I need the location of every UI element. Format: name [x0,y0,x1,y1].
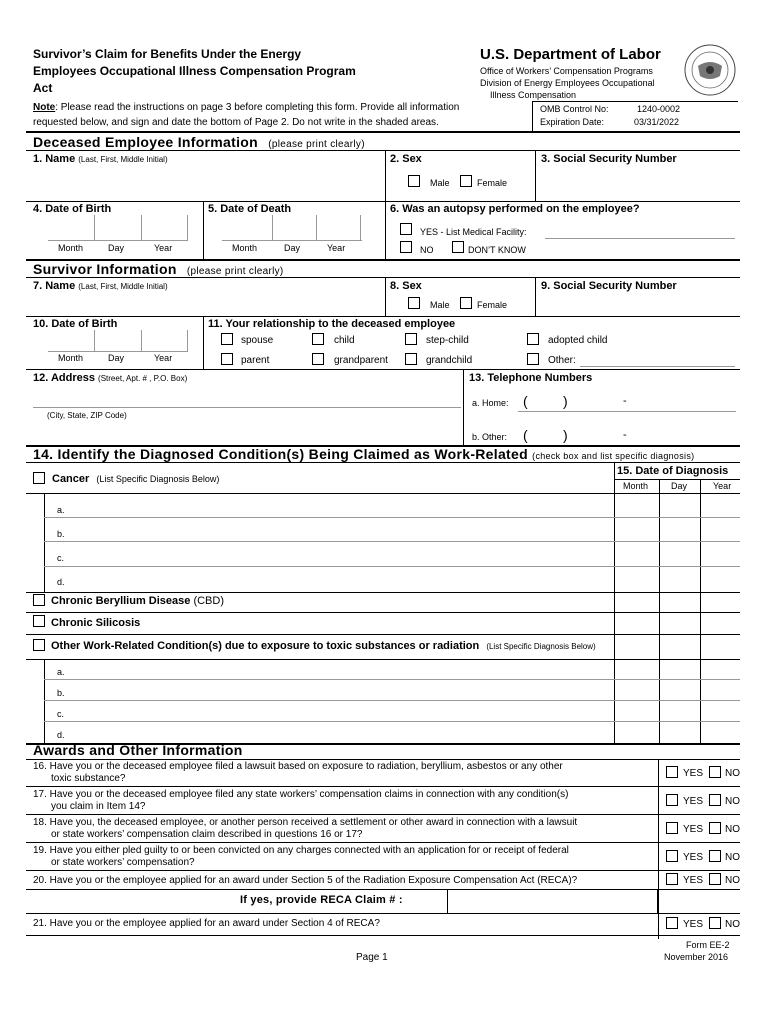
q21-text: 21. Have you or the employee applied for an award under Section 4 of RECA? [33,918,380,929]
silicosis-label: Chronic Silicosis [51,617,141,629]
q18-line1: 18. Have you, the deceased employee, or another person received a settlement or other award in connection with a lawsuit [33,817,578,828]
q21-yes-checkbox[interactable] [666,917,678,929]
q19-no-label: NO [725,852,740,863]
q16-yes-label: YES [683,768,704,779]
q16-line2: toxic substance? [51,773,126,784]
silicosis-checkbox[interactable] [33,615,45,627]
q16-line1: 16. Have you or the deceased employee filed a lawsuit based on exposure to radiation, beryllium, asbestos or any other [33,761,563,772]
omb-value: 1240-0002 [637,104,681,114]
diagnosis-month: Month [623,481,649,491]
deceased-male-checkbox[interactable] [408,175,420,187]
q17-yes-checkbox[interactable] [666,794,678,806]
deceased-sex-label: 2. Sex [390,153,422,165]
autopsy-label: 6. Was an autopsy performed on the employee? [390,203,640,215]
rel-grandparent-label: grandparent [334,355,388,366]
reca-claim-input[interactable] [447,889,658,913]
q18-yes-checkbox[interactable] [666,822,678,834]
form-title-line2: Employees Occupational Illness Compensation Program [33,64,356,78]
rel-grandparent-checkbox[interactable] [312,353,324,365]
rel-adopted-child-checkbox[interactable] [527,333,539,345]
deceased-dod-day: Day [284,243,301,253]
survivor-sex-label: 8. Sex [390,280,422,292]
rel-step-child-checkbox[interactable] [405,333,417,345]
survivor-male-checkbox[interactable] [408,297,420,309]
rel-child-checkbox[interactable] [312,333,324,345]
deceased-heading-note: (please print clearly) [268,139,365,150]
deceased-dob-day: Day [108,243,125,253]
survivor-female-label: Female [477,300,508,310]
q18-yes-label: YES [683,824,704,835]
conditions-heading-note: (check box and list specific diagnosis) [532,451,695,461]
other-line-c: c. [57,709,65,719]
omb-label: OMB Control No: [540,104,609,114]
note-line1: : Please read the instructions on page 3 before completing this form. Provide all information [55,102,460,113]
deceased-dod-month: Month [232,243,258,253]
survivor-heading [33,261,284,277]
q21-yes-label: YES [683,919,704,930]
page-number: Page 1 [356,952,388,963]
cbd-text: Chronic Beryllium Disease [51,595,191,607]
deceased-name-hint: (Last, First, Middle Initial) [78,155,168,164]
phone-label: 13. Telephone Numbers [469,372,593,384]
q21-no-checkbox[interactable] [709,917,721,929]
relationship-label: 11. Your relationship to the deceased employee [208,318,456,330]
office-line1: Office of Workers’ Compensation Programs [480,66,653,76]
q20-text: 20. Have you or the employee applied for an award under Section 5 of the Radiation Exposure Compensation Act (RECA)? [33,875,578,886]
address-hint: (Street, Apt. # , P.O. Box) [98,374,188,383]
survivor-name-number: 7. Name [33,280,76,292]
cancer-line-a: a. [57,505,65,515]
office-line2: Division of Energy Employees Occupational [480,78,655,88]
cbd-abbr: (CBD) [193,595,225,607]
form-title-line1: Survivor’s Claim for Benefits Under the Energy [33,47,302,61]
cbd-label [51,595,224,607]
rel-other-checkbox[interactable] [527,353,539,365]
survivor-name-hint: (Last, First, Middle Initial) [78,282,168,291]
deceased-name-number: 1. Name [33,153,76,165]
dol-seal-icon [684,44,736,96]
survivor-dob-year: Year [154,353,173,363]
other-condition-label [51,640,596,652]
rel-spouse-checkbox[interactable] [221,333,233,345]
q18-line2: or state workers’ compensation claim described in questions 16 or 17? [51,829,363,840]
rel-adopted-child-label: adopted child [548,335,608,346]
survivor-dob-day: Day [108,353,125,363]
other-line-b: b. [57,688,65,698]
q21-no-label: NO [725,919,740,930]
diagnosis-day: Day [671,481,688,491]
survivor-dob-month: Month [58,353,84,363]
expiration-value: 03/31/2022 [634,117,680,127]
deceased-heading-text: Deceased Employee Information [33,134,258,150]
q18-no-label: NO [725,824,740,835]
rel-parent-checkbox[interactable] [221,353,233,365]
expiration-label: Expiration Date: [540,117,605,127]
q19-yes-checkbox[interactable] [666,850,678,862]
q17-no-label: NO [725,796,740,807]
cbd-checkbox[interactable] [33,594,45,606]
other-condition-checkbox[interactable] [33,639,45,651]
autopsy-no-label: NO [420,245,434,255]
deceased-ssn-label: 3. Social Security Number [541,153,677,165]
city-hint: (City, State, ZIP Code) [47,411,127,420]
rel-grandchild-label: grandchild [426,355,473,366]
deceased-male-label: Male [430,178,450,188]
office-line3: Illness Compensation [490,90,577,100]
autopsy-yes-label: YES - List Medical Facility: [420,227,527,237]
q19-no-checkbox[interactable] [709,850,721,862]
q20-no-checkbox[interactable] [709,873,721,885]
q19-line2: or state workers’ compensation? [51,857,195,868]
q19-line1: 19. Have you either pled guilty to or been convicted on any charges connected with an application for or receipt of federal [33,845,569,856]
phone-home-paren-close: ) [563,393,568,409]
phone-other-dash: - [623,429,627,441]
q20-yes-checkbox[interactable] [666,873,678,885]
address-label [33,372,187,384]
other-condition-text: Other Work-Related Condition(s) due to exposure to toxic substances or radiation [51,640,480,652]
agency-name: U.S. Department of Labor [480,46,661,63]
q17-yes-label: YES [683,796,704,807]
cancer-checkbox[interactable] [33,472,45,484]
q16-no-checkbox[interactable] [709,766,721,778]
diagnosis-date-label: 15. Date of Diagnosis [617,465,729,477]
cancer-line-b: b. [57,529,65,539]
deceased-dob-label: 4. Date of Birth [33,203,112,215]
note-label: Note [33,102,56,113]
other-line-d: d. [57,730,65,740]
form-title-line3: Act [33,81,53,95]
cancer-line-c: c. [57,553,65,563]
other-line-a: a. [57,667,65,677]
deceased-dob-month: Month [58,243,84,253]
cancer-label [52,473,219,485]
other-condition-hint: (List Specific Diagnosis Below) [486,642,596,651]
note-line2: requested below, and sign and date the bottom of Page 2. Do not write in the shaded areas. [33,117,439,128]
deceased-name-label [33,153,168,165]
deceased-heading [33,134,365,150]
q18-no-checkbox[interactable] [709,822,721,834]
form-number: Form EE-2 [686,940,730,950]
phone-other-paren-open: ( [523,427,528,443]
phone-other-paren-close: ) [563,427,568,443]
conditions-heading-text: 14. Identify the Diagnosed Condition(s) Being Claimed as Work-Related [33,446,528,462]
autopsy-dont-know-label: DON’T KNOW [468,245,526,255]
q16-yes-checkbox[interactable] [666,766,678,778]
survivor-male-label: Male [430,300,450,310]
rel-grandchild-checkbox[interactable] [405,353,417,365]
phone-home-paren-open: ( [523,393,528,409]
autopsy-yes-checkbox[interactable] [400,223,412,235]
rel-spouse-label: spouse [241,335,274,346]
survivor-heading-text: Survivor Information [33,261,177,277]
phone-home-dash: - [623,395,627,407]
deceased-female-checkbox[interactable] [460,175,472,187]
diagnosis-year: Year [713,481,732,491]
q16-no-label: NO [725,768,740,779]
q20-no-label: NO [725,875,740,886]
q20-yes-label: YES [683,875,704,886]
autopsy-dont-know-checkbox[interactable] [452,241,464,253]
cancer-hint: (List Specific Diagnosis Below) [96,474,220,484]
rel-step-child-label: step-child [426,335,469,346]
address-number: 12. Address [33,372,95,384]
deceased-dod-label: 5. Date of Death [208,203,292,215]
survivor-name-label [33,280,168,292]
deceased-dob-year: Year [154,243,173,253]
awards-heading: Awards and Other Information [33,742,243,758]
deceased-dod-year: Year [327,243,346,253]
cancer-line-d: d. [57,577,65,587]
phone-other-label: b. Other: [472,432,508,442]
q17-line1: 17. Have you or the deceased employee filed any state workers’ compensation claims in connection with any condition(s) [33,789,569,800]
form-date: November 2016 [664,952,729,962]
q19-yes-label: YES [683,852,704,863]
note [33,102,459,113]
survivor-heading-note: (please print clearly) [186,266,284,277]
survivor-ssn-label: 9. Social Security Number [541,280,677,292]
rel-other-label: Other: [548,355,576,366]
rel-child-label: child [334,335,355,346]
cancer-text: Cancer [52,473,90,485]
deceased-female-label: Female [477,178,508,188]
conditions-heading [33,446,694,462]
survivor-female-checkbox[interactable] [460,297,472,309]
phone-home-label: a. Home: [472,398,509,408]
survivor-dob-label: 10. Date of Birth [33,318,118,330]
q17-no-checkbox[interactable] [709,794,721,806]
autopsy-no-checkbox[interactable] [400,241,412,253]
rel-parent-label: parent [241,355,270,366]
reca-claim-label: If yes, provide RECA Claim # : [240,894,403,906]
q17-line2: you claim in Item 14? [51,801,146,812]
